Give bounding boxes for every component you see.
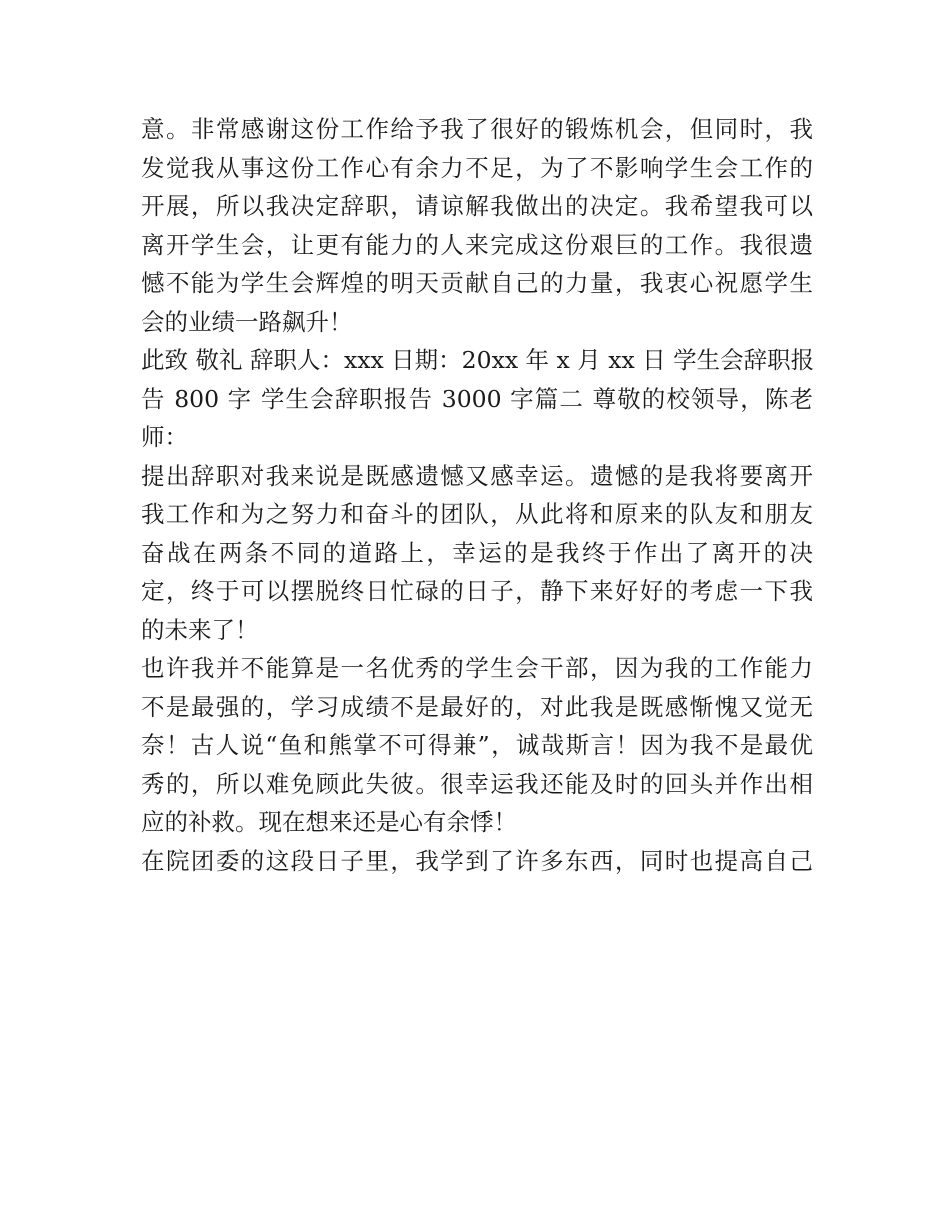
text-line: 秀的，所以难免顾此失彼。很幸运我还能及时的回头并作出相 — [141, 769, 813, 798]
text-line: 我工作和为之努力和奋斗的团队，从此将和原来的队友和朋友 — [141, 500, 813, 528]
text-line: 不是最强的，学习成绩不是最好的，对此我是既感惭愧又觉无 — [141, 692, 813, 721]
text-line: 意。非常感谢这份工作给予我了很好的锻炼机会，但同时，我 — [141, 115, 813, 143]
text-line: 会的业绩一路飙升！ — [141, 307, 353, 336]
text-line: 告 800 字 学生会辞职报告 3000 字篇二 尊敬的校领导，陈老 — [141, 384, 813, 413]
text-line: 此致 敬礼 辞职人：xxx 日期：20xx 年 x 月 xx 日 学生会辞职报 — [141, 346, 815, 374]
text-line: 也许我并不能算是一名优秀的学生会干部，因为我的工作能力 — [141, 654, 813, 682]
text-line: 开展，所以我决定辞职，请谅解我做出的决定。我希望我可以 — [141, 192, 813, 220]
document-body — [141, 110, 813, 880]
text-line: 提出辞职对我来说是既感遗憾又感幸运。遗憾的是我将要离开 — [141, 461, 813, 490]
text-line: 憾不能为学生会辉煌的明天贡献自己的力量，我衷心祝愿学生 — [141, 269, 813, 297]
text-line: 奋战在两条不同的道路上，幸运的是我终于作出了离开的决 — [141, 538, 813, 567]
text-line: 师： — [141, 423, 188, 451]
text-line: 定，终于可以摆脱终日忙碌的日子，静下来好好的考虑一下我 — [141, 577, 813, 605]
text-line: 奈！古人说“鱼和熊掌不可得兼”，诚哉斯言！因为我不是最优 — [141, 731, 813, 759]
text-line: 应的补救。现在想来还是心有余悸！ — [141, 808, 517, 836]
text-line: 的未来了！ — [141, 615, 259, 644]
text-line: 离开学生会，让更有能力的人来完成这份艰巨的工作。我很遗 — [141, 230, 813, 259]
text-line: 在院团委的这段日子里，我学到了许多东西，同时也提高自己 — [141, 846, 813, 875]
text-line: 发觉我从事这份工作心有余力不足，为了不影响学生会工作的 — [141, 153, 813, 182]
